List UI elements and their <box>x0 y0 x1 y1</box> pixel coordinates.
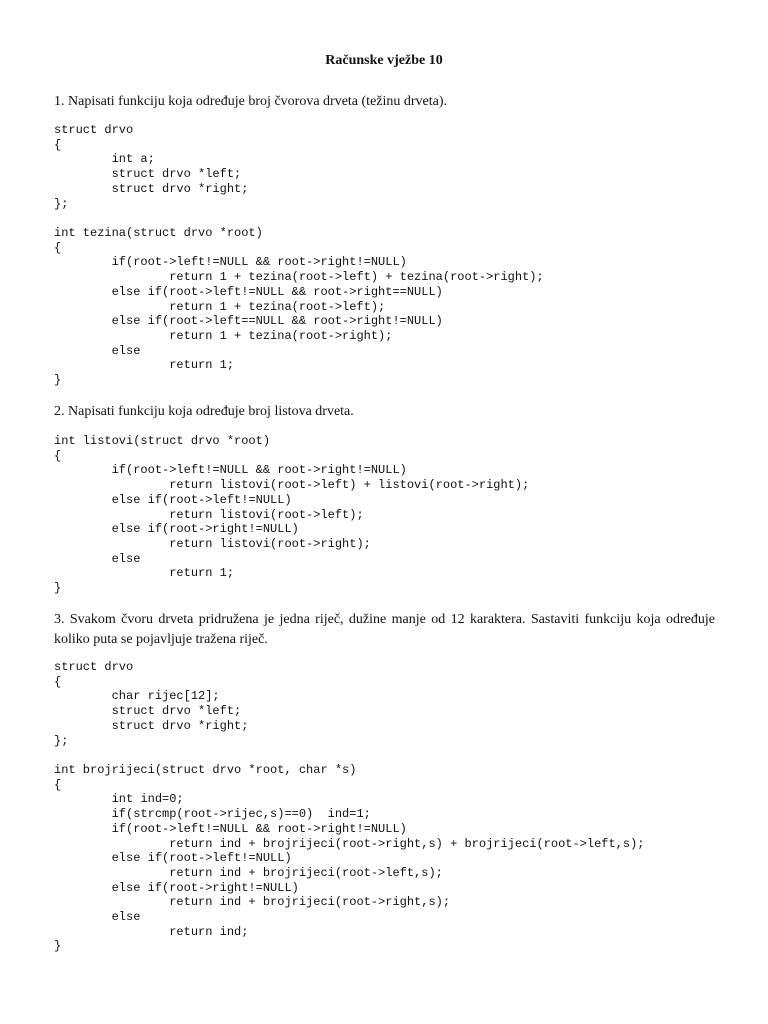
task-2-function-code: int listovi(struct drvo *root) { if(root->left!=NULL && root->right!=NULL) return listovi(root->left) + listovi(root->right); else if(root->left!=NULL) return listovi(root->left); else if(root->right!=NULL) return listovi(root->right); else return 1; } <box>54 434 530 596</box>
page-title: Računske vježbe 10 <box>325 53 443 68</box>
task-1-function-code: int tezina(struct drvo *root) { if(root->left!=NULL && root->right!=NULL) return 1 + tezina(root->left) + tezina(root->right); else if(root->left!=NULL && root->right==NULL) return 1 + tezina(root->left); else if(root->left==NULL && root->right!=NULL) return 1 + tezina(root->right); else return 1; } <box>54 226 544 388</box>
task-3-struct-code: struct drvo { char rijec[12]; struct drvo *left; struct drvo *right; }; <box>54 660 249 748</box>
task-1-struct-code: struct drvo { int a; struct drvo *left; struct drvo *right; }; <box>54 123 249 211</box>
task-3-function-code: int brojrijeci(struct drvo *root, char *s) { int ind=0; if(strcmp(root->rijec,s)==0) ind=1; if(root->left!=NULL && root->right!=NULL) return ind + brojrijeci(root->right,s) + brojrijeci(root->left,s); else if(root->left!=NULL) return ind + brojrijeci(root->left,s); else if(root->right!=NULL) return ind + brojrijeci(root->right,s); else return ind; } <box>54 763 645 954</box>
task-2-text: 2. Napisati funkciju koja određuje broj listova drveta. <box>54 404 354 419</box>
task-3-text: 3. Svakom čvoru drveta pridružena je jedna riječ, dužine manje od 12 karaktera. Sastaviti funkciju koja određuje koliko puta se pojavljuje tražena riječ. <box>54 612 715 647</box>
task-1-text: 1. Napisati funkciju koja određuje broj čvorova drveta (težinu drveta). <box>54 94 448 109</box>
